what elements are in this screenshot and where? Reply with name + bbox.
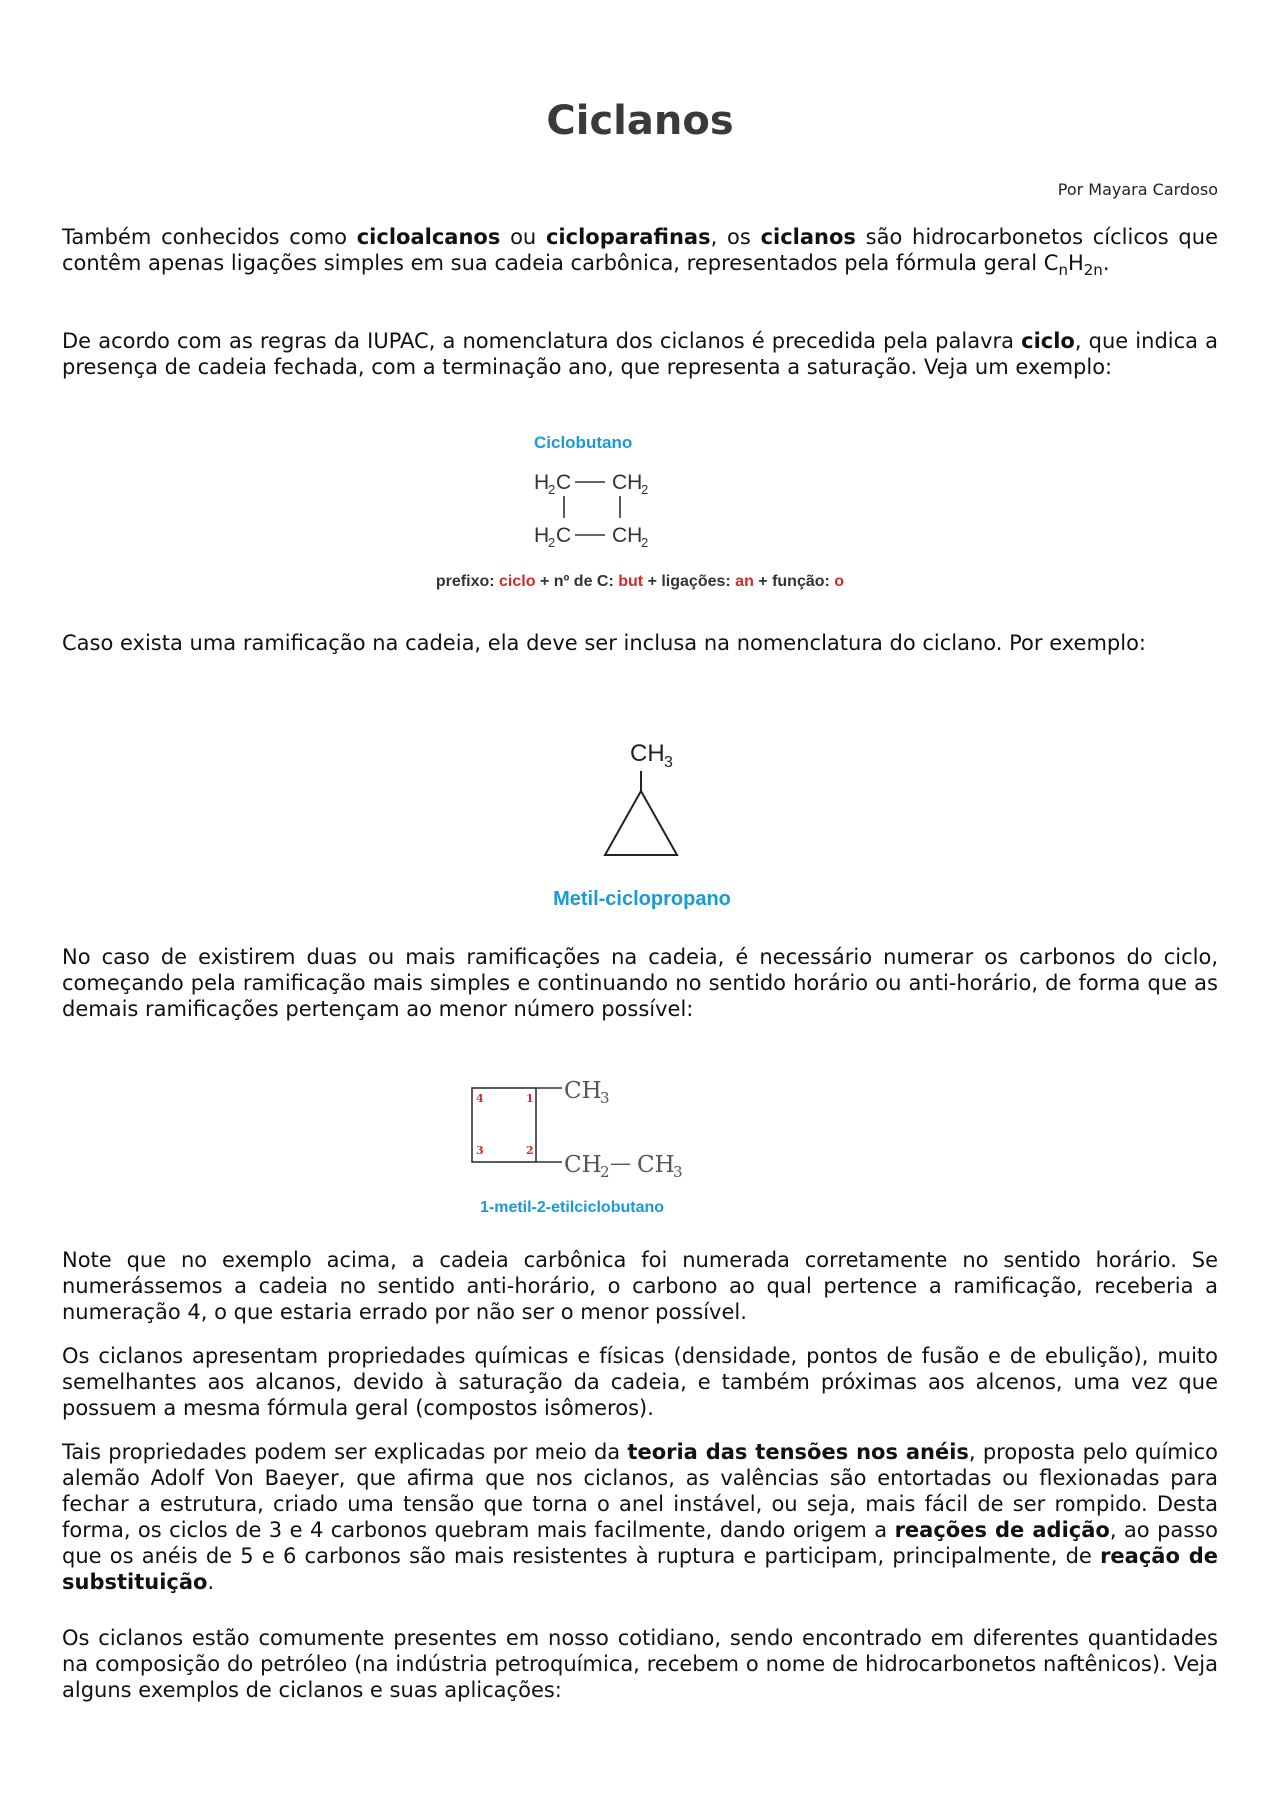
text: . [207, 1570, 215, 1594]
text: . [1102, 251, 1110, 275]
atom-c: C [556, 471, 572, 494]
figure-title: Ciclobutano [534, 433, 633, 452]
figure-caption: 1-metil-2-etilciclobutano [479, 1199, 665, 1216]
value: ciclo [499, 573, 536, 590]
atom-h: H [534, 471, 550, 494]
paragraph-numbering: No caso de existirem duas ou mais ramificações na cadeia, é necessário numerar os carbonos do ciclo, começando pela ramificação mais simples e continuando no sentido horário ou anti-horário, de forma que as demais ramificações pertençam ao menor número possível: [62, 945, 1218, 1021]
figure-metil-ciclopropano [62, 735, 1218, 915]
metil-ciclopropano-structure [62, 735, 1218, 915]
figure-caption: Metil-ciclopropano [553, 888, 731, 910]
subscript: 2 [641, 535, 649, 550]
formula-c: C [1043, 251, 1059, 275]
text: Também conhecidos como [62, 225, 357, 249]
atom-c: C [556, 524, 572, 547]
term-reacoes-adicao: reações de adição [894, 1518, 1110, 1542]
label: prefixo: [435, 573, 500, 590]
ethyl-ch3: CH [637, 1152, 675, 1178]
paragraph-baeyer [62, 1439, 1218, 1595]
figure-ciclobutano [62, 430, 1218, 600]
label: + nº de C: [535, 573, 619, 590]
subscript: 2 [548, 535, 556, 550]
formula-h: H [1067, 251, 1084, 275]
value: o [834, 573, 845, 590]
paragraph-intro [62, 224, 1218, 279]
ethyl-ch2: CH [564, 1152, 602, 1178]
value: but [618, 573, 644, 590]
formula-n: n [1058, 261, 1068, 279]
formula-2n: 2n [1083, 261, 1103, 279]
prefix-rule [62, 573, 1218, 591]
atom-ch: CH [612, 524, 643, 547]
label: + função: [753, 573, 835, 590]
text: , os [710, 225, 761, 249]
carbon-number-1: 1 [526, 1092, 534, 1105]
paragraph-note: Note que no exemplo acima, a cadeia carbônica foi numerada corretamente no sentido horário. Se numerássemos a cadeia no sentido anti-horário, o carbono ao qual pertence a ramificação, receberia a numeração 4, o que estaria errado por não ser o menor possível. [62, 1248, 1218, 1324]
subscript: 2 [548, 482, 556, 497]
term-cicloparafinas: cicloparafinas [545, 225, 711, 249]
carbon-number-4: 4 [476, 1092, 484, 1105]
figure-metil-etilciclobutano [62, 1070, 1218, 1230]
carbon-number-2: 2 [526, 1144, 534, 1157]
text: ou [500, 225, 546, 249]
paragraph-nomenclature [62, 328, 1218, 380]
page-title: Ciclanos [546, 98, 734, 144]
term-ciclo: ciclo [1021, 329, 1075, 353]
bond-dash: — [610, 1151, 631, 1175]
text: , que indica a presença de cadeia fechada, com a terminação ano, que representa a saturação. Veja um exemplo: [62, 329, 1218, 379]
subscript: 2 [600, 1163, 610, 1181]
atom-h: H [534, 524, 550, 547]
paragraph-properties: Os ciclanos apresentam propriedades químicas e físicas (densidade, pontos de fusão e de ebulição), muito semelhantes aos alcanos, devido à saturação da cadeia, e também próximas aos alcenos, uma vez que possuem a mesma fórmula geral (compostos isômeros). [62, 1344, 1218, 1420]
paragraph-branch: Caso exista uma ramificação na cadeia, ela deve ser inclusa na nomenclatura do ciclano. Por exemplo: [62, 631, 1147, 655]
methyl-group: CH [630, 740, 665, 767]
subscript: 3 [600, 1089, 610, 1107]
term-teoria-tensoes: teoria das tensões nos anéis [627, 1440, 969, 1464]
term-cicloalcanos: cicloalcanos [356, 225, 501, 249]
value: an [735, 573, 754, 590]
term-reacao-substituicao: reação de substituição [62, 1544, 1218, 1594]
term-ciclanos: ciclanos [760, 225, 856, 249]
text: , proposta pelo químico alemão Adolf Von Baeyer, que afirma que nos ciclanos, as valências são entortadas ou flexionadas para fechar a estrutura, criado uma tensão que torna o anel instável, ou seja, mais fácil de ser rompido. Desta forma, os ciclos de 3 e 4 carbonos quebram mais facilmente, dando origem a [62, 1440, 1218, 1542]
subscript: 2 [641, 482, 649, 497]
atom-ch: CH [612, 471, 643, 494]
text: Tais propriedades podem ser explicadas por meio da [62, 1440, 628, 1464]
paragraph-applications: Os ciclanos estão comumente presentes em nosso cotidiano, sendo encontrado em diferentes quantidades na composição do petróleo (na indústria petroquímica, recebem o nome de hidrocarbonetos naftênicos). Veja alguns exemplos de ciclanos e suas aplicações: [62, 1626, 1218, 1702]
formula [1043, 251, 1103, 279]
text: são hidrocarbonetos cíclicos que contêm apenas ligações simples em sua cadeia carbônica, representados pela fórmula geral [62, 225, 1218, 275]
metil-etilciclobutano-structure [62, 1070, 1218, 1230]
subscript: 3 [673, 1163, 683, 1181]
author-line: Por Mayara Cardoso [1057, 180, 1218, 199]
label: + ligações: [643, 573, 736, 590]
carbon-number-3: 3 [476, 1144, 484, 1157]
text: De acordo com as regras da IUPAC, a nomenclatura dos ciclanos é precedida pela palavra [62, 329, 1022, 353]
methyl-group: CH [564, 1078, 602, 1104]
subscript: 3 [664, 754, 673, 771]
text: , ao passo que os anéis de 5 e 6 carbonos são mais resistentes à ruptura e participam, principalmente, de [62, 1518, 1219, 1568]
cyclopropane-ring [605, 791, 677, 855]
